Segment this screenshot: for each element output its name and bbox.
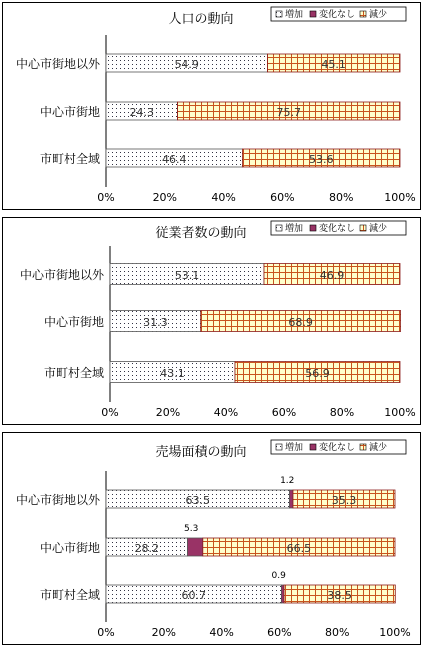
- category-label: 市町村全域: [43, 366, 104, 380]
- bar-segment-変化なし: [187, 538, 202, 556]
- sales-floor-chart-panel: [2, 432, 421, 645]
- x-tick-label: 60%: [270, 191, 295, 204]
- category-label: 中心市街地以外: [19, 268, 104, 282]
- data-label: 24.3: [129, 106, 154, 119]
- legend-swatch-1: [310, 11, 316, 17]
- data-label: 46.9: [319, 269, 345, 282]
- legend-label-1: 変化なし: [319, 443, 356, 453]
- x-tick-label: 100%: [384, 191, 416, 204]
- data-label: 5.3: [183, 524, 199, 534]
- x-tick-label: 100%: [384, 406, 416, 419]
- legend-label-0: 増加: [285, 443, 304, 453]
- legend-swatch-1: [310, 225, 316, 231]
- employees-chart-panel: [2, 217, 421, 425]
- x-tick-label: 20%: [152, 191, 178, 204]
- data-label: 56.9: [305, 367, 330, 380]
- category-label: 市町村全域: [39, 152, 100, 166]
- x-tick-label: 80%: [328, 191, 354, 204]
- legend-swatch-0: [276, 444, 282, 450]
- data-label: 54.9: [174, 58, 199, 71]
- data-label: 35.3: [331, 494, 357, 507]
- data-label: 60.7: [181, 589, 206, 602]
- category-label: 中心市街地以外: [15, 57, 100, 71]
- legend-label-2: 減少: [369, 10, 388, 20]
- chart-title: 売場面積の動向: [155, 445, 247, 460]
- x-tick-label: 40%: [211, 191, 236, 204]
- category-label: 中心市街地: [39, 541, 100, 555]
- legend-label-2: 減少: [369, 443, 388, 453]
- data-label: 68.9: [288, 316, 313, 329]
- category-label: 中心市街地: [43, 315, 104, 329]
- x-tick-label: 0%: [97, 626, 115, 639]
- legend-swatch-2: [360, 225, 366, 231]
- legend-swatch-0: [276, 11, 282, 17]
- data-label: 66.5: [286, 542, 312, 555]
- legend: [271, 440, 406, 454]
- data-label: 63.5: [185, 494, 211, 507]
- x-tick-label: 20%: [151, 626, 177, 639]
- legend-label-0: 増加: [285, 10, 304, 20]
- x-tick-label: 100%: [379, 626, 411, 639]
- data-label: 53.6: [308, 153, 334, 166]
- legend-swatch-2: [360, 11, 366, 17]
- data-label: 75.7: [276, 106, 301, 119]
- category-label: 中心市街地: [39, 105, 100, 119]
- data-label: 53.1: [174, 269, 200, 282]
- data-label: 46.4: [161, 153, 187, 166]
- data-label: 43.1: [160, 367, 185, 380]
- data-label: 28.2: [134, 542, 159, 555]
- category-label: 中心市街地以外: [15, 493, 100, 507]
- legend-swatch-0: [276, 225, 282, 231]
- x-tick-label: 0%: [97, 191, 115, 204]
- x-tick-label: 60%: [271, 406, 297, 419]
- data-label: 1.2: [280, 476, 295, 486]
- bar-segment-変化なし: [290, 490, 293, 508]
- legend: [271, 221, 406, 235]
- legend-swatch-2: [360, 444, 366, 450]
- data-label: 45.1: [321, 58, 346, 71]
- x-tick-label: 40%: [209, 626, 234, 639]
- legend: [271, 7, 406, 21]
- data-label: 0.9: [271, 571, 286, 581]
- chart-svg: [3, 218, 420, 424]
- chart-title: 従業者数の動向: [155, 226, 247, 241]
- legend-label-2: 減少: [369, 224, 388, 234]
- chart-svg: [3, 433, 420, 644]
- legend-label-1: 変化なし: [319, 224, 356, 234]
- x-tick-label: 80%: [329, 406, 355, 419]
- x-tick-label: 80%: [324, 626, 350, 639]
- x-tick-label: 40%: [213, 406, 239, 419]
- population-chart-panel: [2, 2, 421, 210]
- x-tick-label: 20%: [155, 406, 181, 419]
- data-label: 38.5: [327, 589, 352, 602]
- legend-swatch-1: [310, 444, 316, 450]
- chart-svg: [3, 3, 420, 209]
- category-label: 市町村全域: [39, 588, 100, 602]
- x-tick-label: 0%: [101, 406, 119, 419]
- x-tick-label: 60%: [267, 626, 292, 639]
- legend-label-0: 増加: [285, 224, 304, 234]
- data-label: 31.3: [143, 316, 168, 329]
- legend-label-1: 変化なし: [319, 10, 356, 20]
- chart-title: 人口の動向: [168, 12, 234, 27]
